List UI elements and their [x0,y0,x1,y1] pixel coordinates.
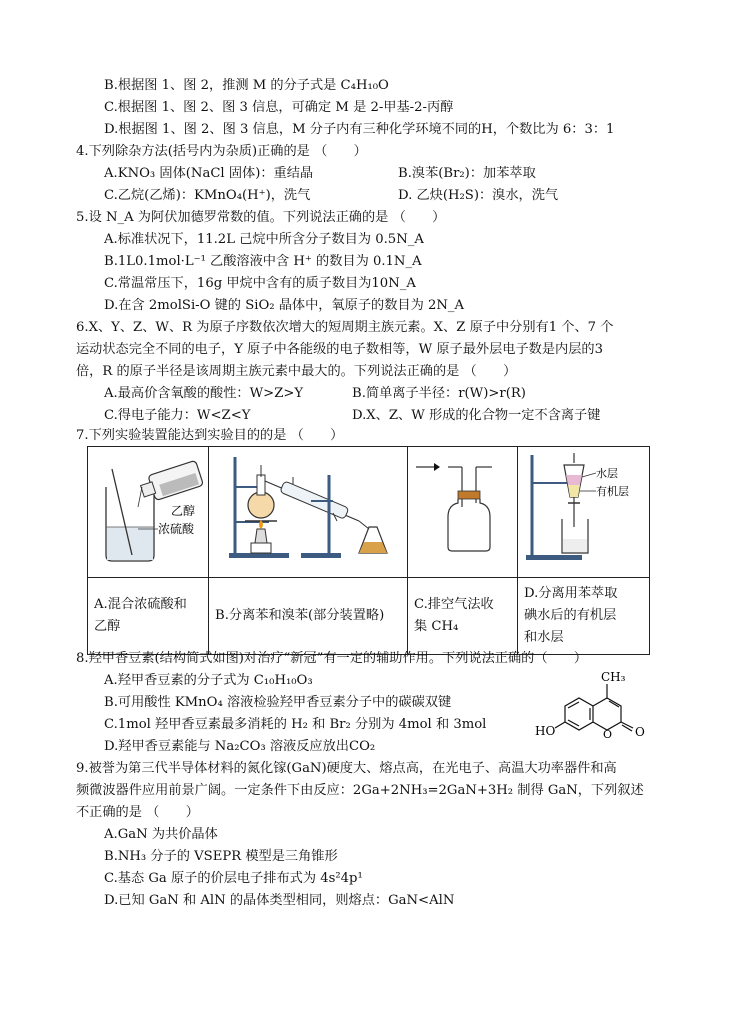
q4-stem: 4.下列除杂方法(括号内为杂质)正确的是 （ ） [76,144,367,159]
ring-oxygen-label: O [603,728,613,741]
ethanol-label: 乙醇 [171,504,196,518]
q5-option-c: C.常温常压下，16g 甲烷中含有的质子数目为10N_A [104,276,416,291]
q5-stem: 5.设 N_A 为阿伏加德罗常数的值。下列说法正确的是 （ ） [76,210,446,225]
distillation-illustration [209,447,408,573]
q9-stem-line1: 9.被誉为第三代半导体材料的氮化镓(GaN)硬度大、熔点高，在光电子、高温大功率器件和高 [76,761,617,776]
q5-option-d: D.在含 2molSi-O 键的 SiO₂ 晶体中，氧原子的数目为 2N_A [104,298,465,313]
q8-option-d: D.羟甲香豆素能与 Na₂CO₃ 溶液反应放出CO₂ [104,739,376,754]
caption-c [408,578,518,655]
q8-option-b: B.可用酸性 KMnO₄ 溶液检验羟甲香豆素分子中的碳碳双键 [104,695,452,710]
q4-option-d: D. 乙炔(H₂S)：溴水，洗气 [398,188,559,203]
caption-b [209,578,408,655]
water-layer-label: 水层 [596,467,618,480]
caption-d-line3: 和水层 [524,630,564,645]
apparatus-b-cell [209,447,408,578]
q4-option-c: C.乙烷(乙烯)：KMnO₄(H⁺)，洗气 [104,188,311,203]
caption-a-line1: A.混合浓硫酸和 [94,597,187,612]
caption-d [518,578,650,655]
q5-option-a: A.标准状况下，11.2L 己烷中所含分子数目为 0.5N_A [104,232,424,247]
caption-a [88,578,209,655]
hymecromone-structure [525,670,660,750]
q6-stem-line2: 运动状态完全不同的电子，Y 原子中各能级的电子数相等，W 原子最外层电子数是内层的3 [76,342,603,357]
q6-stem-line3: 倍，R 的原子半径是该周期主族元素中最大的。下列说法正确的是 （ ） [76,364,517,379]
caption-d-line1: D.分离用苯萃取 [524,586,618,601]
q6-stem-line1: 6.X、Y、Z、W、R 为原子序数依次增大的短周期主族元素。X、Z 原子中分别有1 个、7 个 [76,320,614,335]
q3-option-b: B.根据图 1、图 2，推测 M 的分子式是 C₄H₁₀O [104,78,389,93]
q8-stem: 8.羟甲香豆素(结构简式如图)对治疗“新冠”有一定的辅助作用。下列说法正确的（ ） [76,651,588,666]
q5-option-b: B.1L0.1mol·L⁻¹ 乙酸溶液中含 H⁺ 的数目为 0.1N_A [104,254,422,269]
q6-option-b: B.简单离子半径：r(W)>r(R) [352,386,526,401]
q9-option-c: C.基态 Ga 原子的价层电子排布式为 4s²4p¹ [104,871,363,886]
caption-a-line2: 乙醇 [94,619,121,634]
q6-option-d: D.X、Z、W 形成的化合物一定不含离子键 [352,408,601,423]
apparatus-c-cell [408,447,518,578]
q8-option-c: C.1mol 羟甲香豆素最多消耗的 H₂ 和 Br₂ 分别为 4mol 和 3mol [104,717,487,732]
apparatus-d-cell [518,447,650,578]
caption-b-text: B.分离苯和溴苯(部分装置略) [215,608,385,623]
q3-option-d: D.根据图 1、图 2、图 3 信息，M 分子内有三种化学环境不同的H，个数比为 6：3：1 [104,122,615,137]
q6-option-c: C.得电子能力：W<Z<Y [104,408,251,423]
carbonyl-oxygen-label: O [635,725,645,739]
q9-option-d: D.已知 GaN 和 AlN 的晶体类型相同，则熔点：GaN<AlN [104,893,455,908]
apparatus-a-cell [88,447,209,578]
q7-stem: 7.下列实验装置能达到实验目的的是 （ ） [76,428,344,443]
caption-c-line1: C.排空气法收 [414,597,494,612]
q9-stem-line3: 不正确的是 （ ） [76,805,199,820]
q9-stem-line2: 频微波器件应用前景广阔。一定条件下由反应：2Ga+2NH₃=2GaN+3H₂ 制得 GaN，下列叙述 [76,783,644,798]
q6-option-a: A.最高价含氧酸的酸性：W>Z>Y [104,386,304,401]
apparatus-table [87,446,650,655]
methyl-label: CH₃ [601,670,626,684]
caption-c-line2: 集 CH₄ [414,619,459,634]
q3-option-c: C.根据图 1、图 2、图 3 信息，可确定 M 是 2-甲基-2-丙醇 [104,100,454,115]
q4-option-b: B.溴苯(Br₂)：加苯萃取 [398,166,536,181]
q8-option-a: A.羟甲香豆素的分子式为 C₁₀H₁₀O₃ [104,673,313,688]
hydroxyl-label: HO [535,724,556,738]
conc-sulfuric-acid-label: 浓硫酸 [158,522,195,536]
q4-option-a: A.KNO₃ 固体(NaCl 固体)：重结晶 [104,166,314,181]
organic-layer-label: 有机层 [596,485,629,498]
mixing-beaker-illustration [88,447,209,573]
caption-d-line2: 碘水后的有机层 [524,608,617,623]
separatory-funnel-illustration [518,447,650,573]
gas-collection-illustration [408,447,518,573]
q9-option-a: A.GaN 为共价晶体 [104,827,218,842]
q9-option-b: B.NH₃ 分子的 VSEPR 模型是三角锥形 [104,849,338,864]
